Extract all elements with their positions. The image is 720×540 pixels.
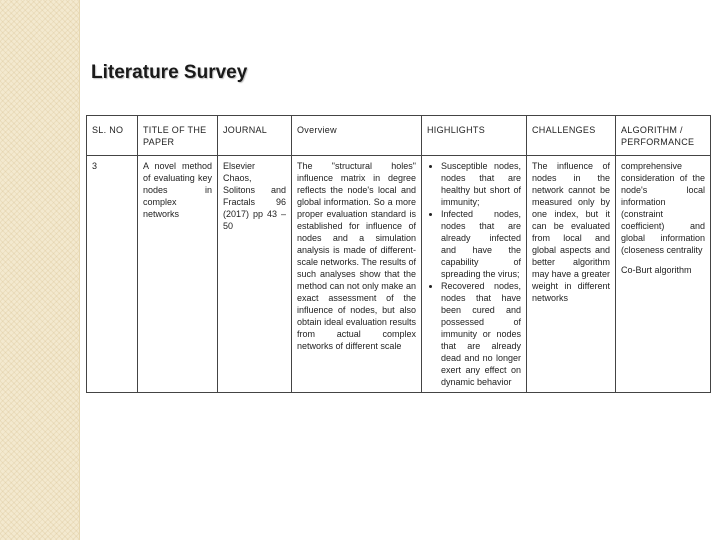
highlights-list (427, 160, 521, 388)
decorative-side-strip (0, 0, 80, 540)
cell-challenges: The influence of nodes in the network cannot be measured only by one index, but it can be evaluated from local and global aspects and better algorithm may have a greater weight in different networks (527, 156, 616, 393)
algorithm-description: comprehensive consideration of the node's local information (constraint coefficient) and global information (closeness centrality (621, 161, 705, 255)
literature-survey-table (86, 115, 711, 393)
header-challenges: CHALLENGES (527, 116, 616, 156)
cell-title: A novel method of evaluating key nodes in complex networks (138, 156, 218, 393)
header-highlights: HIGHLIGHTS (422, 116, 527, 156)
highlight-item: • Infected nodes, nodes that are already infected and have the capability of spreading the virus; (441, 208, 521, 280)
slide-title: Literature Survey (91, 62, 248, 83)
cell-sl-no: 3 (87, 156, 138, 393)
algorithm-name: Co-Burt algorithm (621, 265, 692, 275)
header-overview: Overview (292, 116, 422, 156)
table-header-row (87, 116, 711, 156)
highlight-item: • Susceptible nodes, nodes that are healthy but short of immunity; (441, 160, 521, 208)
cell-highlights (422, 156, 527, 393)
table-row (87, 156, 711, 393)
header-sl-no: SL. NO (87, 116, 138, 156)
cell-journal: Elsevier Chaos, Solitons and Fractals 96 (2017) pp 43 –50 (218, 156, 292, 393)
cell-overview: The "structural holes" influence matrix in degree reflects the node's local and global information. So a more proper evaluation standard is established for influence of nodes and a simulation analysis is made of different-scale networks. The results of such analyses show that the method can not only make an exact assessment of the influence of nodes, but also obtain ideal evaluation results from actual complex networks of different scale (292, 156, 422, 393)
header-algorithm: ALGORITHM / PERFORMANCE (616, 116, 711, 156)
cell-algorithm (616, 156, 711, 393)
highlight-item: • Recovered nodes, nodes that have been cured and possessed of immunity or nodes that are already dead and no longer exert any effect on dynamic behavior (441, 280, 521, 388)
header-journal: JOURNAL (218, 116, 292, 156)
header-title: TITLE OF THE PAPER (138, 116, 218, 156)
